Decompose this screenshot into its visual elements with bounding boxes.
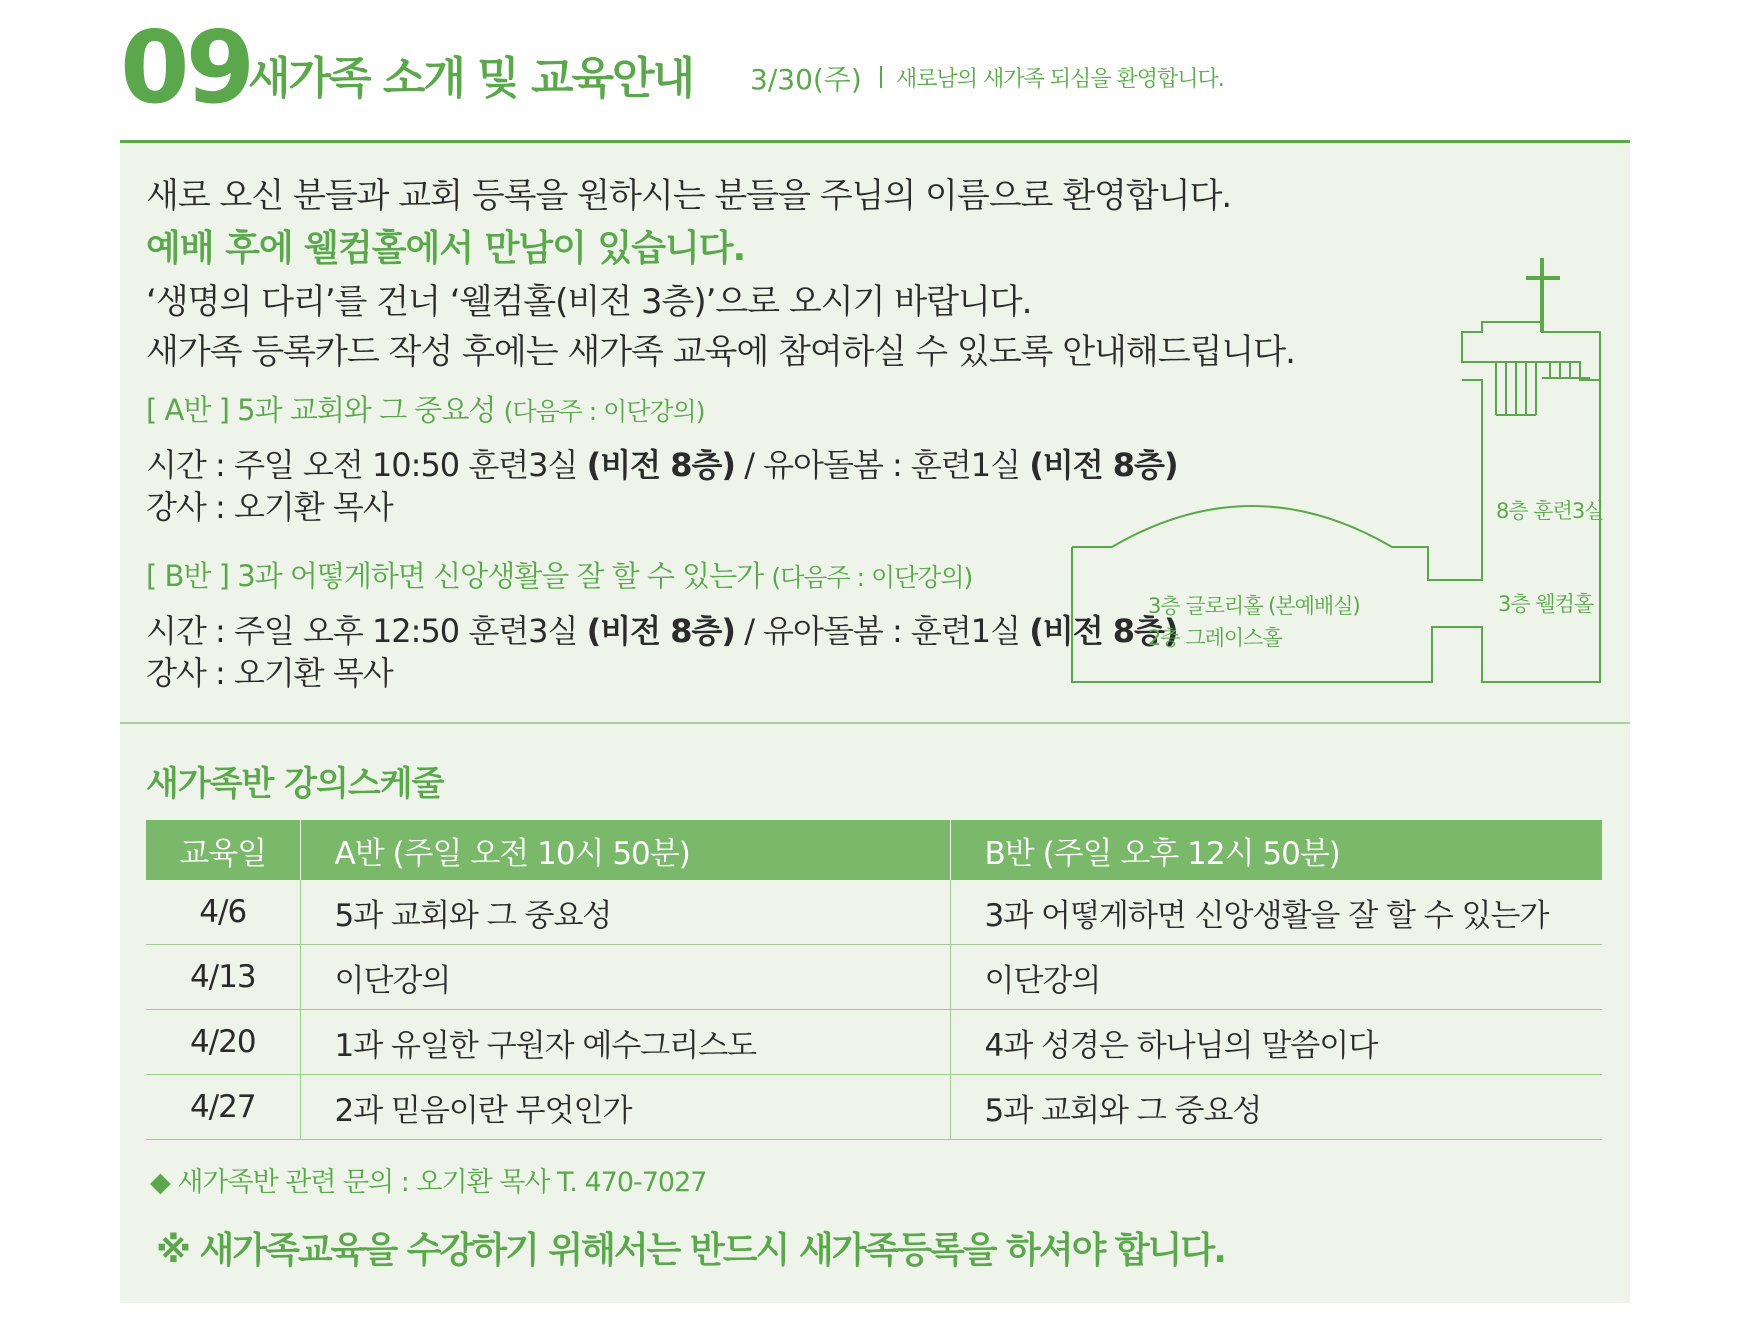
class-a-next: (다음주 : 이단강의) [503, 397, 705, 426]
registration-notice: ※ 새가족교육을 수강하기 위해서는 반드시 새가족등록을 하셔야 합니다. [156, 1230, 1225, 1271]
row-class-b: 3과 어떻게하면 신앙생활을 잘 할 수 있는가 [950, 880, 1602, 945]
header-separator [880, 66, 882, 88]
welcome-message: 새로남의 새가족 되심을 환영합니다. [896, 67, 1224, 92]
class-a-title: [ A반 ] 5과 교회와 그 중요성 [146, 393, 496, 427]
schedule-title: 새가족반 강의스케줄 [146, 764, 444, 804]
row-class-a: 2과 믿음이란 무엇인가 [300, 1075, 950, 1140]
section-number: 09 [120, 9, 252, 126]
row-date: 4/6 [146, 880, 300, 945]
row-date: 4/20 [146, 1010, 300, 1075]
row-class-b: 5과 교회와 그 중요성 [950, 1075, 1602, 1140]
row-class-a: 1과 유일한 구원자 예수그리스도 [300, 1010, 950, 1075]
label-2f-grace: 2층 그레이스홀 [1148, 626, 1282, 650]
class-a-heading [146, 388, 704, 429]
label-3f-welcome: 3층 웰컴홀 [1498, 592, 1594, 616]
class-b-title: [ B반 ] 3과 어떻게하면 신앙생활을 잘 할 수 있는가 [146, 559, 764, 593]
intro-line-1: 새로 오신 분들과 교회 등록을 원하시는 분들을 주님의 이름으로 환영합니다. [146, 176, 1232, 216]
row-class-b: 4과 성경은 하나님의 말씀이다 [950, 1010, 1602, 1075]
table-row [146, 945, 1602, 1010]
class-b-heading [146, 554, 972, 595]
class-b-time-text: 시간 : 주일 오후 12:50 훈련3실 [146, 612, 587, 650]
header-date: 교육일 [146, 820, 300, 880]
class-b-teacher: 강사 : 오기환 목사 [146, 654, 393, 692]
table-row [146, 1010, 1602, 1075]
schedule-table [146, 820, 1602, 1140]
dome-outline-path [1072, 380, 1482, 580]
section-divider [120, 722, 1630, 724]
class-a-care-text: / 유아돌봄 : 훈련1실 [735, 446, 1030, 484]
row-date: 4/13 [146, 945, 300, 1010]
intro-highlight: 예배 후에 웰컴홀에서 만남이 있습니다. [146, 228, 746, 269]
intro-line-3: ‘생명의 다리’를 건너 ‘웰컴홀(비전 3층)’으로 오시기 바랍니다. [146, 282, 1032, 322]
section-date: 3/30(주) [750, 63, 862, 96]
church-building-diagram [1070, 250, 1620, 690]
row-class-a: 이단강의 [300, 945, 950, 1010]
table-row [146, 880, 1602, 945]
schedule-header-row [146, 820, 1602, 880]
class-a-care-room: (비전 8층) [1029, 446, 1178, 484]
header-class-a: A반 (주일 오전 10시 50분) [300, 820, 950, 880]
table-row [146, 1075, 1602, 1140]
intro-line-4: 새가족 등록카드 작성 후에는 새가족 교육에 참여하실 수 있도록 안내해드립니다. [146, 332, 1295, 372]
class-b-next: (다음주 : 이단강의) [771, 563, 973, 592]
class-b-time [146, 606, 1178, 652]
class-a-teacher: 강사 : 오기환 목사 [146, 488, 393, 526]
contact-info: ◆ 새가족반 관련 문의 : 오기환 목사 T. 470-7027 [150, 1167, 707, 1198]
header-rule [120, 140, 1630, 143]
class-a-time [146, 440, 1178, 486]
header-class-b: B반 (주일 오후 12시 50분) [950, 820, 1602, 880]
section-header [120, 9, 1630, 140]
class-a-time-room: (비전 8층) [586, 446, 736, 484]
label-3f-glory: 3층 글로리홀 (본예배실) [1148, 594, 1360, 618]
class-a-time-text: 시간 : 주일 오전 10:50 훈련3실 [146, 446, 587, 484]
section-title: 새가족 소개 및 교육안내 [248, 53, 693, 104]
row-class-a: 5과 교회와 그 중요성 [300, 880, 950, 945]
class-b-care-text: / 유아돌봄 : 훈련1실 [735, 612, 1030, 650]
cross-icon [1526, 258, 1560, 332]
tower-columns [1496, 362, 1590, 415]
row-class-b: 이단강의 [950, 945, 1602, 1010]
label-8f-training: 8층 훈련3실 [1496, 499, 1604, 523]
class-b-time-room: (비전 8층) [586, 612, 736, 650]
row-date: 4/27 [146, 1075, 300, 1140]
class-b-care-room: (비전 8층) [1029, 612, 1178, 650]
